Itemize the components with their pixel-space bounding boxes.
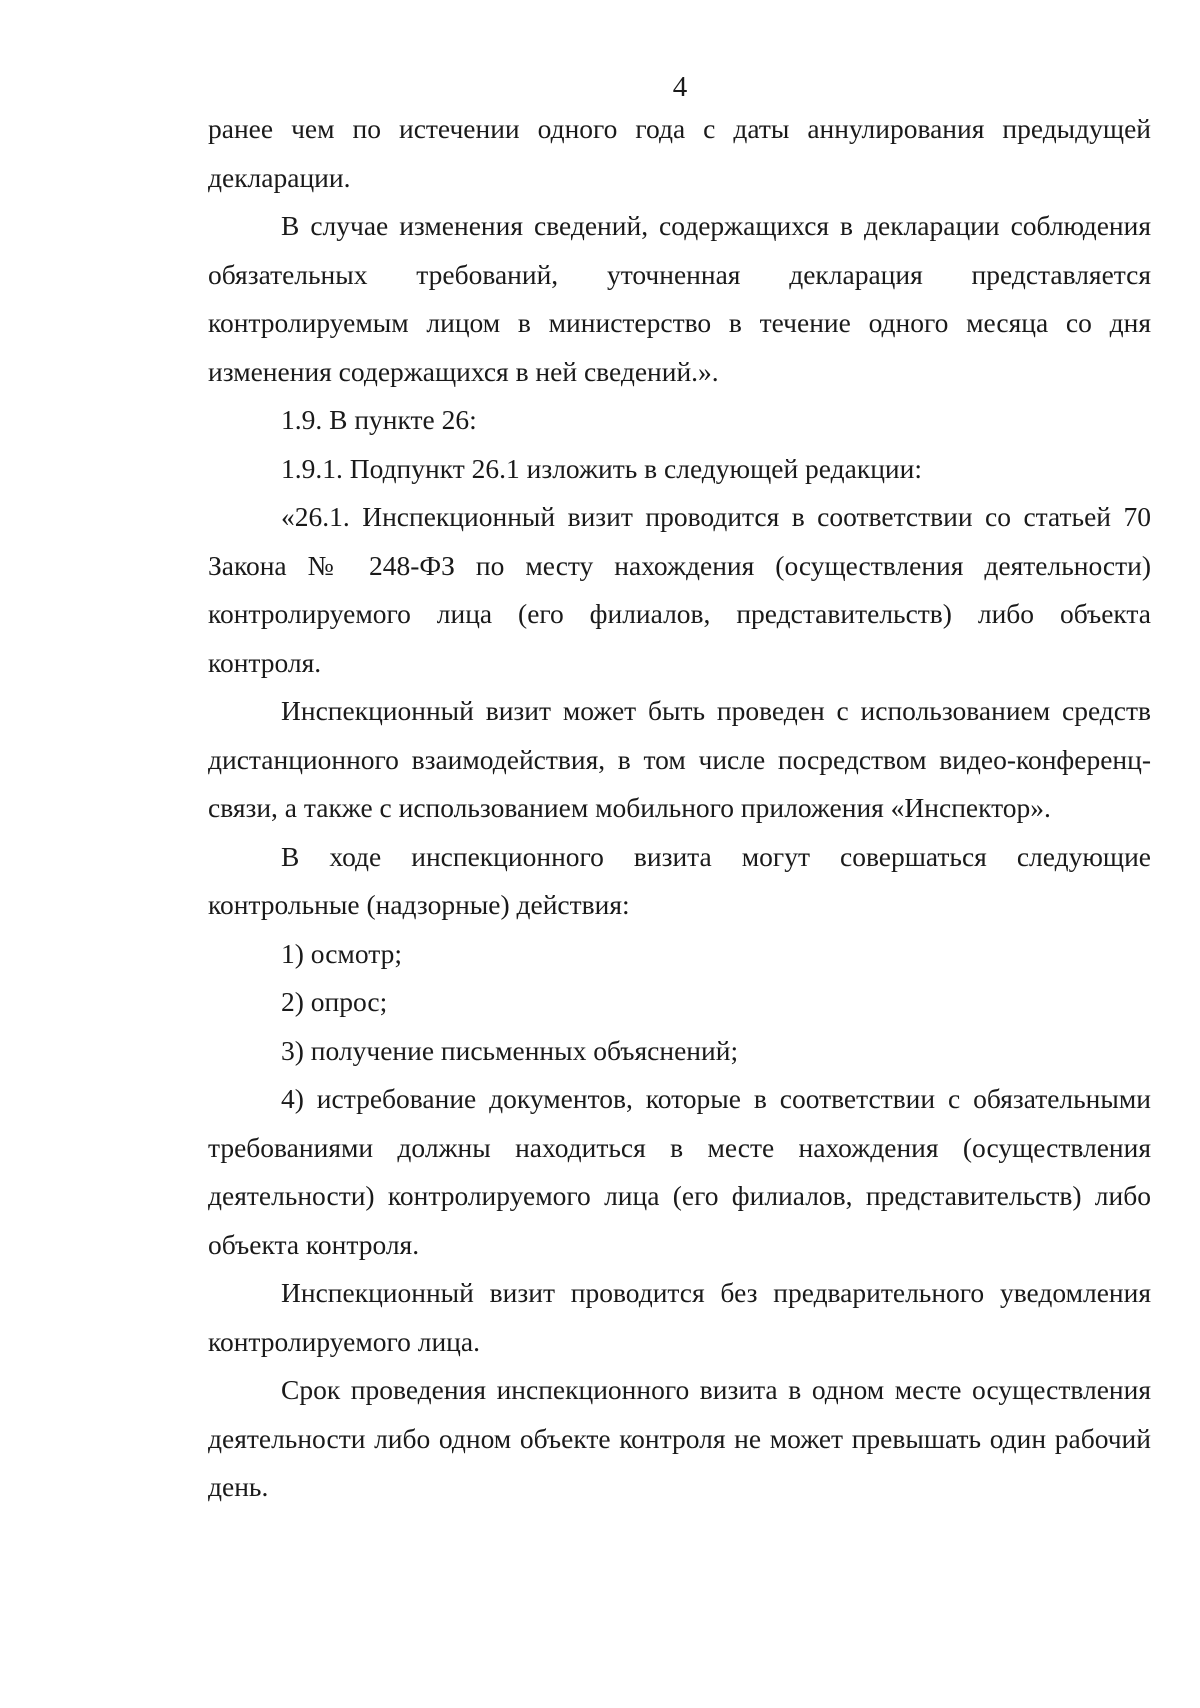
- list-item-survey: 2) опрос;: [281, 986, 388, 1017]
- paragraph-remote-interaction: Инспекционный визит может быть проведен с использованием средств дистанционного взаимодействия, в том числе посредством видео-конференц-связи, а также с использованием мобильного приложения «Инспектор».: [208, 695, 1151, 823]
- paragraph-actions-intro: В ходе инспекционного визита могут совершаться следующие контрольные (надзорные) действия:: [208, 840, 1151, 920]
- document-body: [208, 105, 1151, 1512]
- paragraph-continuation: ранее чем по истечении одного года с даты аннулирования предыдущей декларации.: [208, 113, 1151, 193]
- paragraph-26-1: «26.1. Инспекционный визит проводится в соответствии со статьей 70 Закона № 248-ФЗ по месту нахождения (осуществления деятельности) контролируемого лица (его филиалов, представительств) либо объекта контроля.: [208, 501, 1151, 678]
- page-number: 4: [672, 71, 688, 103]
- paragraph-no-notice: Инспекционный визит проводится без предварительного уведомления контролируемого лица.: [208, 1277, 1151, 1357]
- list-item-document-request: 4) истребование документов, которые в соответствии с обязательными требованиями должны находиться в месте нахождения (осуществления деятельности) контролируемого лица (его филиалов, представительств) либо объекта контроля.: [208, 1083, 1151, 1260]
- paragraph-declaration-update: В случае изменения сведений, содержащихся в декларации соблюдения обязательных требований, уточненная декларация представляется контролируемым лицом в министерство в течение одного месяца со дня изменения содержащихся в ней сведений.».: [208, 210, 1151, 387]
- paragraph-item-1-9-1: 1.9.1. Подпункт 26.1 изложить в следующей редакции:: [281, 452, 922, 484]
- list-item-written-explanations: 3) получение письменных объяснений;: [281, 1034, 739, 1066]
- list-item-inspection: 1) осмотр;: [281, 937, 402, 969]
- paragraph-duration: Срок проведения инспекционного визита в одном месте осуществления деятельности либо одном объекте контроля не может превышать один рабочий день.: [208, 1374, 1151, 1502]
- paragraph-item-1-9: 1.9. В пункте 26:: [281, 404, 477, 435]
